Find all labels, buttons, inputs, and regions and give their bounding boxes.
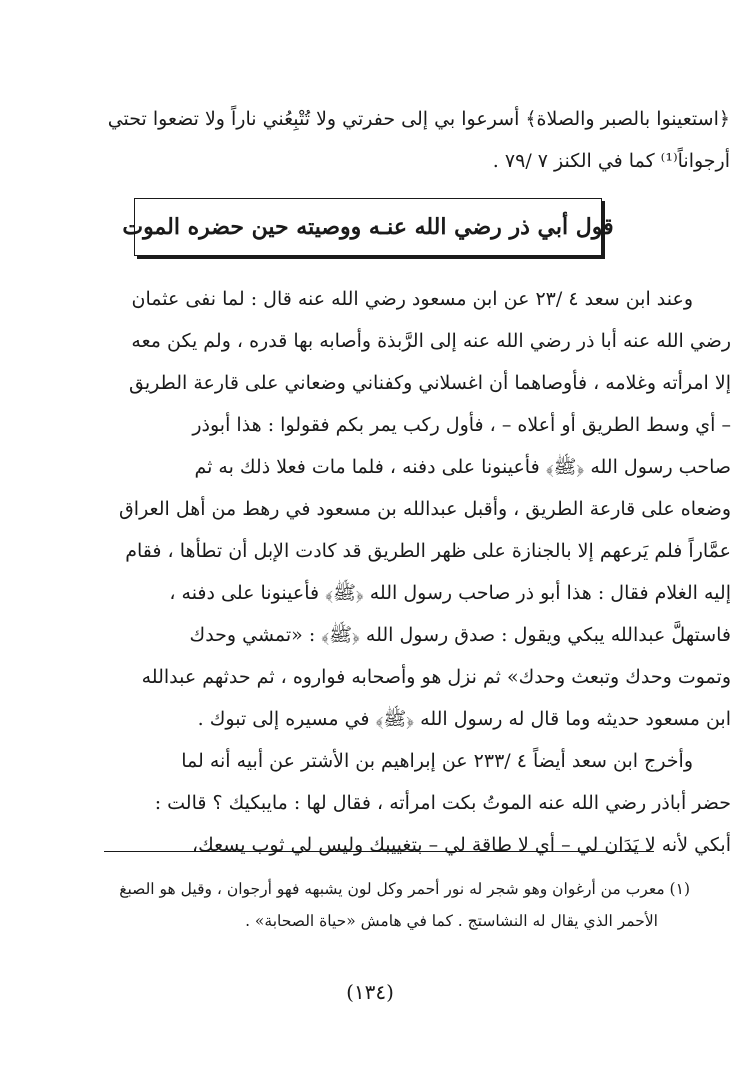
body-line: حضر أباذر رضي الله عنه الموتُ بكت امرأته ، فقال لها : مايبكيك ؟ قالت : xyxy=(154,792,731,814)
section-title-box xyxy=(122,198,614,256)
intro-paragraph xyxy=(108,98,730,182)
body-line: أبكي لأنه لا يَدَان لي – أي لا طاقة لي – بتغييبك وليس لي ثوب يسعك، xyxy=(191,834,731,856)
intro-line: أرجواناً⁽¹⁾ كما في الكنز ٧ /٧٩ . xyxy=(492,150,730,172)
body-line: فاستهلَّ عبدالله يبكي ويقول : صدق رسول الله ﴿ﷺ﴾ : «تمشي وحدك xyxy=(189,624,731,646)
intro-line: ﴿استعينوا بالصبر والصلاة﴾ أسرعوا بي إلى حفرتي ولا تُتْبِعُني ناراً ولا تضعوا تحتي xyxy=(107,108,730,130)
body-line: إليه الغلام فقال : هذا أبو ذر صاحب رسول الله ﴿ﷺ﴾ فأعينونا على دفنه ، xyxy=(169,582,731,604)
body-line: عمَّاراً فلم يَرعهم إلا بالجنازة على ظهر الطريق قد كادت الإبل أن تطأها ، فقام xyxy=(125,540,731,562)
footnote-line: (١) معرب من أرغوان وهو شجر له نور أحمر وكل لون يشبهه فهو أرجوان ، وقيل هو الصبغ xyxy=(119,880,690,898)
section-title: قول أبي ذر رضي الله عنـه ووصيته حين حضره الموت xyxy=(122,214,614,240)
footnote-line: الأحمر الذي يقال له النشاستج . كما في هامش «حياة الصحابة» . xyxy=(245,912,658,930)
page-number: (١٣٤) xyxy=(346,980,394,1004)
body-line: ابن مسعود حديثه وما قال له رسول الله ﴿ﷺ﴾ في مسيره إلى تبوك . xyxy=(197,708,731,730)
footnote xyxy=(62,873,690,937)
body-line: وضعاه على قارعة الطريق ، وأقبل عبدالله بن مسعود في رهط من أهل العراق xyxy=(119,498,731,520)
footnote-divider xyxy=(104,851,654,852)
body-line: وأخرج ابن سعد أيضاً ٤ /٢٣٣ عن إبراهيم بن الأشتر عن أبيه أنه لما xyxy=(181,750,693,772)
body-line: صاحب رسول الله ﴿ﷺ﴾ فأعينونا على دفنه ، فلما مات فعلا ذلك به ثم xyxy=(194,456,731,478)
body-line: رضي الله عنه أبا ذر رضي الله عنه إلى الرَّبذة وأصابه بها قدره ، ولم يكن معه xyxy=(131,330,731,352)
body-line: إلا امرأته وغلامه ، فأوصاهما أن اغسلاني وكفناني وضعاني على قارعة الطريق xyxy=(129,372,731,394)
body-text xyxy=(95,278,731,866)
body-line: – أي وسط الطريق أو أعلاه – ، فأول ركب يمر بكم فقولوا : هذا أبوذر xyxy=(192,414,731,436)
body-line: وعند ابن سعد ٤ /٢٣ عن ابن مسعود رضي الله عنه قال : لما نفى عثمان xyxy=(131,288,693,310)
body-line: وتموت وحدك وتبعث وحدك» ثم نزل هو وأصحابه فواروه ، ثم حدثهم عبدالله xyxy=(141,666,731,688)
